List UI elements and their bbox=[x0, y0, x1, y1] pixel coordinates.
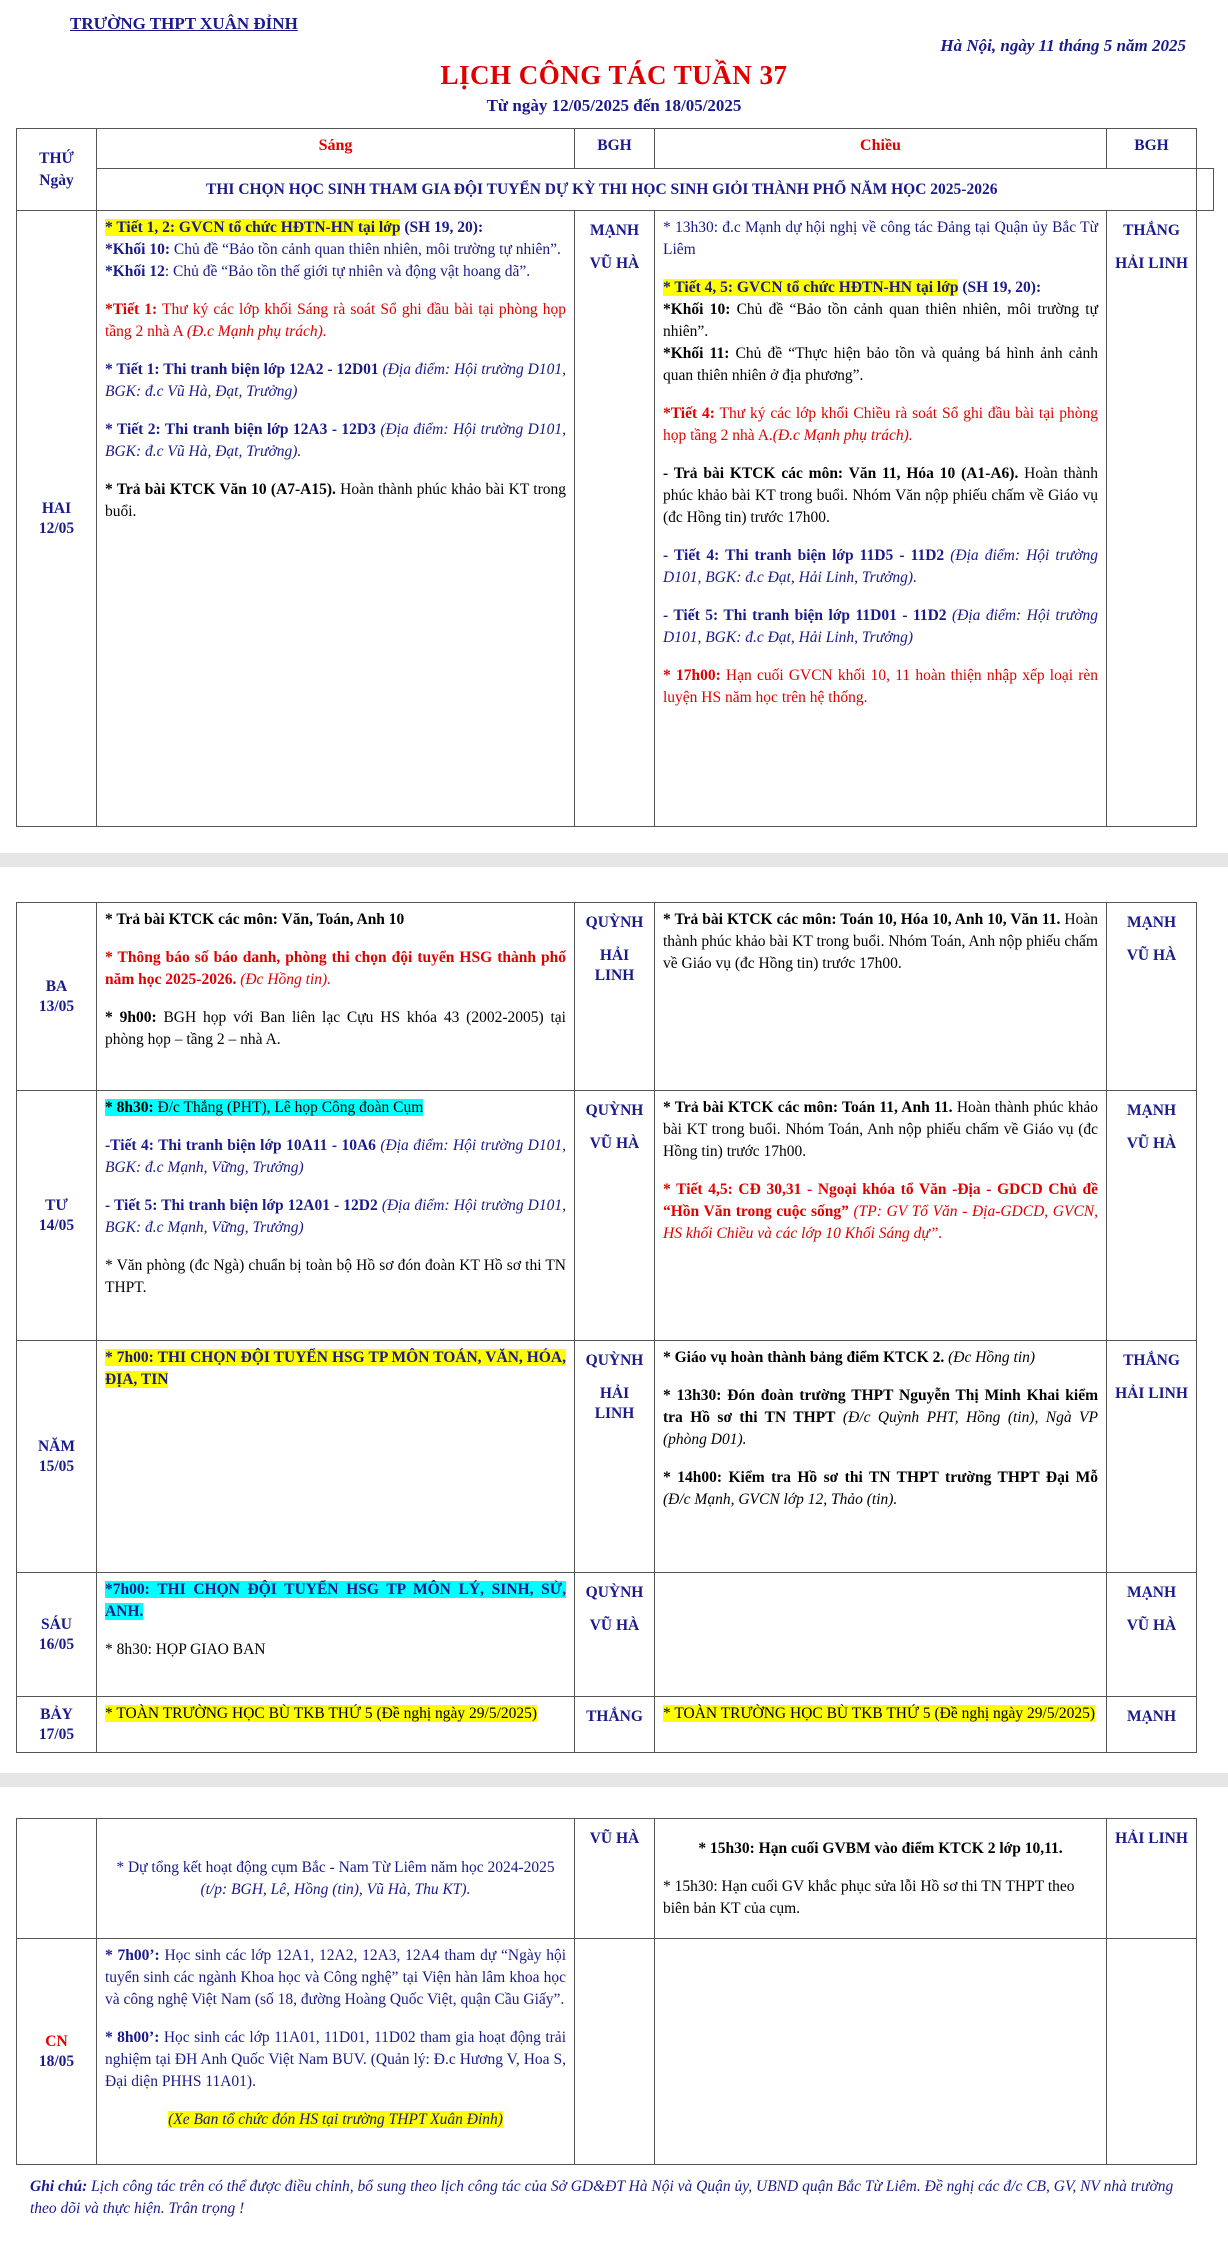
bgh-person: MẠNH bbox=[1126, 914, 1177, 931]
activity-note: (Đ/c Quỳnh PHT, Hồng (tin), Ngà VP (phòng D01). bbox=[663, 1409, 1098, 1448]
bgh-person: VŨ HÀ bbox=[1126, 1135, 1177, 1153]
afternoon-cell-sunday bbox=[655, 1939, 1107, 2165]
activity-text: * Trả bài KTCK các môn: Văn, Toán, Anh 10 bbox=[105, 911, 405, 928]
activity-label: - Tiết 5: Thi tranh biện lớp 12A01 - 12D2 bbox=[105, 1197, 378, 1214]
activity-label: * 14h00: Kiểm tra Hồ sơ thi TN THPT trường THPT Đại Mỗ bbox=[663, 1469, 1098, 1486]
day-name: TƯ bbox=[45, 1197, 68, 1215]
activity-note: (Đ.c Mạnh phụ trách). bbox=[772, 427, 913, 444]
activity-label: - Tiết 4: Thi tranh biện lớp 11D5 - 11D2 bbox=[663, 547, 945, 564]
afternoon-cell-sunday-pre bbox=[655, 1819, 1107, 1939]
day-name: CN bbox=[45, 2033, 68, 2051]
day-row-monday bbox=[17, 211, 1214, 827]
bgh-person: VŨ HÀ bbox=[1126, 947, 1177, 965]
school-name: TRƯỜNG THPT XUÂN ĐỈNH bbox=[70, 14, 298, 33]
bgh-cell-monday-afternoon bbox=[1107, 211, 1197, 827]
schedule-table-monday bbox=[16, 128, 1214, 827]
day-cell-friday bbox=[17, 1573, 97, 1697]
activity-note: (Đc Hồng tin). bbox=[236, 971, 332, 988]
bgh-cell-tuesday-morning bbox=[575, 903, 655, 1091]
activity-text: * Văn phòng (đc Ngà) chuẩn bị toàn bộ Hồ sơ đón đoàn KT Hồ sơ thi TN THPT. bbox=[105, 1257, 566, 1296]
bgh-person: MẠNH bbox=[589, 222, 640, 239]
activity-label: - Trả bài KTCK các môn: Văn 11, Hóa 10 (A1-A6). bbox=[663, 465, 1019, 482]
activity-label: * 8h30: bbox=[105, 1099, 154, 1116]
day-row-sunday-pre bbox=[17, 1819, 1197, 1939]
bgh-cell-tuesday-afternoon bbox=[1107, 903, 1197, 1091]
activity-label: *Tiết 4: bbox=[663, 405, 715, 422]
day-row-wednesday bbox=[17, 1091, 1197, 1341]
activity-label: * Trả bài KTCK các môn: Toán 10, Hóa 10, Anh 10, Văn 11. bbox=[663, 911, 1061, 928]
afternoon-cell-friday bbox=[655, 1573, 1107, 1697]
col-header-day-line2: Ngày bbox=[39, 171, 74, 189]
activity-text: BGH họp với Ban liên lạc Cựu HS khóa 43 (2002-2005) tại phòng họp – tầng 2 – nhà A. bbox=[105, 1009, 566, 1048]
day-row-friday bbox=[17, 1573, 1197, 1697]
activity-text: Chủ đề “Bảo tồn cảnh quan thiên nhiên, môi trường tự nhiên”. bbox=[170, 241, 561, 258]
activity-text: : Chủ đề “Bảo tồn thế giới tự nhiên và động vật hoang dã”. bbox=[164, 263, 531, 280]
day-name: HAI bbox=[41, 500, 72, 518]
activity-label: * 13h30: Đón đoàn trường THPT Nguyễn Thị Minh Khai kiểm tra Hồ sơ thi TN THPT bbox=[663, 1387, 1098, 1426]
col-header-day bbox=[17, 129, 97, 211]
col-header-bgh-morning: BGH bbox=[575, 129, 655, 169]
bgh-cell-sunday-afternoon bbox=[1107, 1939, 1197, 2165]
bgh-cell-sunday-pre-afternoon bbox=[1107, 1819, 1197, 1939]
activity-note: (Đ/c Mạnh, GVCN lớp 12, Thảo (tin). bbox=[663, 1491, 898, 1508]
activity-note: (Đ.c Mạnh phụ trách). bbox=[186, 323, 327, 340]
day-cell-wednesday bbox=[17, 1091, 97, 1341]
footer-note bbox=[30, 2176, 1200, 2221]
col-header-morning: Sáng bbox=[97, 129, 575, 169]
day-date: 14/05 bbox=[38, 1216, 75, 1234]
day-date: 18/05 bbox=[38, 2052, 75, 2070]
bgh-cell-wednesday-morning bbox=[575, 1091, 655, 1341]
day-date: 17/05 bbox=[38, 1725, 75, 1743]
note-label: Ghi chú: bbox=[30, 2178, 88, 2195]
activity-note: (Địa điểm: Hội trường D101, BGK: đ.c Mạnh, Vững, Trưởng) bbox=[105, 1137, 566, 1176]
day-name: BẢY bbox=[40, 1706, 73, 1724]
activity-note: (Đc Hồng tin) bbox=[944, 1349, 1036, 1366]
afternoon-cell-saturday bbox=[655, 1697, 1107, 1753]
bgh-person: VŨ HÀ bbox=[1126, 1617, 1177, 1635]
activity-label: *Khối 10: bbox=[105, 241, 171, 258]
morning-cell-sunday bbox=[97, 1939, 575, 2165]
bgh-person: HẢI LINH bbox=[594, 947, 635, 984]
issue-date: Hà Nội, ngày 11 tháng 5 năm 2025 bbox=[940, 36, 1186, 55]
activity-label: * Tiết 1: Thi tranh biện lớp 12A2 - 12D01 bbox=[105, 361, 379, 378]
activity-note: (Địa điểm: Hội trường D101, BGK: đ.c Vũ Hà, Đạt, Trưởng). bbox=[105, 421, 566, 460]
activity-label: * 8h00’: bbox=[105, 2029, 160, 2046]
activity-label: * Trả bài KTCK Văn 10 (A7-A15). bbox=[105, 481, 336, 498]
schedule-table-sunday bbox=[16, 1818, 1197, 2165]
bgh-person: QUỲNH bbox=[585, 914, 644, 931]
activity-note: (Địa điểm: Hội trường D101, BGK: đ.c Đạt, Hải Linh, Trưởng) bbox=[663, 607, 1098, 646]
activity-label: * Tiết 4,5: CĐ 30,31 - Ngoại khóa tổ Văn -Địa - GDCD Chủ đề “Hồn Văn trong cuộc sống” bbox=[663, 1181, 1098, 1220]
bgh-cell-thursday-morning bbox=[575, 1341, 655, 1573]
activity-highlight: * 7h00: THI CHỌN ĐỘI TUYỂN HSG TP MÔN TOÁN, VĂN, HÓA, ĐỊA, TIN bbox=[105, 1349, 566, 1388]
day-row-thursday bbox=[17, 1341, 1197, 1573]
day-cell-saturday bbox=[17, 1697, 97, 1753]
bgh-person: THẮNG bbox=[586, 1708, 643, 1725]
banner-text: THI CHỌN HỌC SINH THAM GIA ĐỘI TUYỂN DỰ KỲ THI HỌC SINH GIỎI THÀNH PHỐ NĂM HỌC 2025-2026 bbox=[97, 169, 1107, 211]
bgh-cell-sunday-morning bbox=[575, 1939, 655, 2165]
bgh-person: VŨ HÀ bbox=[589, 1617, 640, 1635]
activity-label: *Tiết 1: bbox=[105, 301, 158, 318]
morning-cell-sunday-pre bbox=[97, 1819, 575, 1939]
activity-text: * 13h30: đ.c Mạnh dự hội nghị về công tác Đảng tại Quận ủy Bắc Từ Liêm bbox=[663, 219, 1098, 258]
day-row-tuesday bbox=[17, 903, 1197, 1091]
activity-label: * Thông báo số báo danh, phòng thi chọn đội tuyển HSG thành phố năm học 2025-2026. bbox=[105, 949, 566, 988]
day-cell-tuesday bbox=[17, 903, 97, 1091]
activity-text: * Dự tổng kết hoạt động cụm Bắc - Nam Từ Liêm năm học 2024-2025 bbox=[116, 1858, 555, 1876]
day-cell-thursday bbox=[17, 1341, 97, 1573]
day-name: BA bbox=[45, 978, 68, 996]
activity-text: * 15h30: Hạn cuối GV khắc phục sửa lỗi Hồ sơ thi TN THPT theo biên bản KT của cụm. bbox=[663, 1877, 1075, 1917]
day-row-saturday bbox=[17, 1697, 1197, 1753]
morning-cell-thursday bbox=[97, 1341, 575, 1573]
morning-cell-tuesday bbox=[97, 903, 575, 1091]
morning-cell-saturday bbox=[97, 1697, 575, 1753]
activity-text: Thư ký các lớp khối Sáng rà soát Sổ ghi đầu bài tại phòng họp tầng 2 nhà A bbox=[105, 301, 566, 340]
activity-text: Hoàn thành phúc khảo bài KT trong buổi. Nhóm Văn nộp phiếu chấm về Giáo vụ (đc Hồng tin) trước 17h00. bbox=[663, 465, 1098, 526]
bgh-person: HẢI LINH bbox=[1115, 1830, 1188, 1847]
day-name: SÁU bbox=[40, 1616, 72, 1634]
activity-note: (Địa điểm: Hội trường D101, BGK: đ.c Vũ Hà, Đạt, Trưởng) bbox=[105, 361, 566, 400]
afternoon-cell-tuesday bbox=[655, 903, 1107, 1091]
bgh-cell-saturday-afternoon bbox=[1107, 1697, 1197, 1753]
activity-label: -Tiết 4: Thi tranh biện lớp 10A11 - 10A6 bbox=[105, 1137, 376, 1154]
activity-label: * Giáo vụ hoàn thành bảng điểm KTCK 2. bbox=[663, 1349, 945, 1366]
activity-text: Hạn cuối GVCN khối 10, 11 hoàn thiện nhập xếp loại rèn luyện HS năm học trên hệ thống. bbox=[663, 667, 1098, 706]
activity-text: Hoàn thành phúc khảo bài KT trong buổi. Nhóm Toán, Anh nộp phiếu chấm về Giáo vụ (đc Hồng tin) trước 17h00. bbox=[663, 911, 1098, 972]
section-separator bbox=[0, 853, 1228, 867]
day-date: 15/05 bbox=[38, 1457, 75, 1475]
activity-note: (TP: GV Tổ Văn - Địa-GDCD, GVCN, HS khối Chiều và các lớp 10 Khối Sáng dự”. bbox=[663, 1203, 1098, 1242]
section-separator bbox=[0, 1773, 1228, 1787]
bgh-cell-thursday-afternoon bbox=[1107, 1341, 1197, 1573]
activity-text: * 15h30: Hạn cuối GVBM vào điểm KTCK 2 lớp 10,11. bbox=[698, 1839, 1063, 1857]
activity-highlight: * Tiết 4, 5: GVCN tổ chức HĐTN-HN tại lớp bbox=[663, 279, 959, 296]
activity-text: Học sinh các lớp 11A01, 11D01, 11D02 tham gia hoạt động trải nghiệm tại ĐH Anh Quốc Việt Nam BUV. (Quản lý: Đ.c Hương V, Hoa S, Đại diện PHHS 11A01). bbox=[105, 2029, 566, 2090]
bgh-person: VŨ HÀ bbox=[589, 1135, 640, 1153]
bgh-person: MẠNH bbox=[1126, 1708, 1177, 1725]
bgh-person: HẢI LINH bbox=[1115, 1385, 1188, 1403]
bgh-person: THẮNG bbox=[1123, 1352, 1180, 1369]
activity-label: * 9h00: bbox=[105, 1009, 157, 1026]
bgh-person: QUỲNH bbox=[585, 1584, 644, 1601]
bgh-person: VŨ HÀ bbox=[589, 1830, 640, 1847]
activity-label: * Tiết 2: Thi tranh biện lớp 12A3 - 12D3 bbox=[105, 421, 376, 438]
activity-text: Hoàn thành phúc khảo bài KT trong buổi. Nhóm Toán, Anh nộp phiếu chấm về Giáo vụ (đc Hồng tin) trước 17h00. bbox=[663, 1099, 1098, 1160]
activity-text: (SH 19, 20): bbox=[958, 279, 1042, 296]
day-name: NĂM bbox=[37, 1438, 76, 1456]
bgh-cell-friday-morning bbox=[575, 1573, 655, 1697]
col-header-bgh-afternoon: BGH bbox=[1107, 129, 1197, 169]
activity-highlight: * TOÀN TRƯỜNG HỌC BÙ TKB THỨ 5 (Đề nghị ngày 29/5/2025) bbox=[663, 1705, 1096, 1722]
activity-label: * 17h00: bbox=[663, 667, 721, 684]
activity-text: Học sinh các lớp 12A1, 12A2, 12A3, 12A4 tham dự “Ngày hội tuyển sinh các ngành Khoa học và Công nghệ” tại Viện hàn lâm khoa học và công nghệ Việt Nam (số 18, đường Hoàng Quốc Việt, quận Cầu Giấy”. bbox=[105, 1947, 567, 2008]
afternoon-cell-thursday bbox=[655, 1341, 1107, 1573]
activity-label: - Tiết 5: Thi tranh biện lớp 11D01 - 11D2 bbox=[663, 607, 947, 624]
col-header-day-line1: THỨ bbox=[39, 149, 74, 167]
afternoon-cell-monday bbox=[655, 211, 1107, 827]
day-date: 13/05 bbox=[38, 997, 75, 1015]
morning-cell-monday bbox=[97, 211, 575, 827]
banner-filler bbox=[1107, 169, 1197, 211]
activity-highlight: * TOÀN TRƯỜNG HỌC BÙ TKB THỨ 5 (Đề nghị ngày 29/5/2025) bbox=[105, 1705, 538, 1722]
bgh-person: THẮNG bbox=[1123, 222, 1180, 239]
day-row-sunday bbox=[17, 1939, 1197, 2165]
morning-cell-wednesday bbox=[97, 1091, 575, 1341]
activity-label: *Khối 12 bbox=[105, 263, 165, 280]
bgh-cell-friday-afternoon bbox=[1107, 1573, 1197, 1697]
activity-label: * Trả bài KTCK các môn: Toán 11, Anh 11. bbox=[663, 1099, 953, 1116]
bgh-cell-sunday-pre-morning bbox=[575, 1819, 655, 1939]
bgh-cell-saturday-morning bbox=[575, 1697, 655, 1753]
week-range: Từ ngày 12/05/2025 đến 18/05/2025 bbox=[486, 96, 742, 115]
activity-note: (Địa điểm: Hội trường D101, BGK: đ.c Đạt, Hải Linh, Trưởng). bbox=[663, 547, 1098, 586]
activity-text: (SH 19, 20): bbox=[400, 219, 484, 236]
day-cell-sunday-pre bbox=[17, 1819, 97, 1939]
bgh-person: HẢI LINH bbox=[594, 1385, 635, 1422]
afternoon-cell-wednesday bbox=[655, 1091, 1107, 1341]
bgh-person: HẢI LINH bbox=[1115, 255, 1188, 273]
bgh-person: VŨ HÀ bbox=[589, 255, 640, 273]
bgh-person: MẠNH bbox=[1126, 1102, 1177, 1119]
activity-highlight: *7h00: THI CHỌN ĐỘI TUYỂN HSG TP MÔN LÝ, SINH, SỬ, ANH. bbox=[105, 1581, 566, 1620]
activity-text: Chủ đề “Bảo tồn cảnh quan thiên nhiên, môi trường tự nhiên”. bbox=[663, 301, 1098, 340]
day-cell-sunday bbox=[17, 1939, 97, 2165]
banner-bgh-cell bbox=[1197, 169, 1214, 211]
note-text: Lịch công tác trên có thể được điều chỉnh, bổ sung theo lịch công tác của Sở GD&ĐT Hà Nội và Quận ủy, UBND quận Bắc Từ Liêm. Đề nghị các đ/c CB, GV, NV nhà trường theo dõi và thực hiện. Trân trọng ! bbox=[30, 2178, 1174, 2218]
activity-text: Thư ký các lớp khối Chiều rà soát Sổ ghi đầu bài tại phòng họp tầng 2 nhà A. bbox=[663, 405, 1098, 444]
day-date: 12/05 bbox=[38, 519, 75, 537]
col-header-afternoon: Chiều bbox=[655, 129, 1107, 169]
activity-text: Đ/c Thắng (PHT), Lê họp Công đoàn Cụm bbox=[153, 1099, 424, 1116]
bgh-person: QUỲNH bbox=[585, 1352, 644, 1369]
schedule-table-midweek bbox=[16, 902, 1197, 1753]
bgh-cell-wednesday-afternoon bbox=[1107, 1091, 1197, 1341]
bgh-person: MẠNH bbox=[1126, 1584, 1177, 1601]
activity-text: Hoàn thành phúc khảo bài KT trong buổi. bbox=[105, 481, 567, 520]
activity-label: *Khối 10: bbox=[663, 301, 731, 318]
activity-text: * 8h30: HỌP GIAO BAN bbox=[105, 1641, 266, 1658]
day-cell-monday bbox=[17, 211, 97, 827]
morning-cell-friday bbox=[97, 1573, 575, 1697]
activity-label: * 7h00’: bbox=[105, 1947, 160, 1964]
activity-text: Chủ đề “Thực hiện bảo tồn và quảng bá hình ảnh cảnh quan thiên nhiên ở địa phương”. bbox=[663, 345, 1098, 384]
activity-note: (t/p: BGH, Lê, Hồng (tin), Vũ Hà, Thu KT). bbox=[200, 1880, 471, 1898]
bgh-cell-monday-morning bbox=[575, 211, 655, 827]
activity-highlight: (Xe Ban tổ chức đón HS tại trường THPT Xuân Đỉnh) bbox=[168, 2111, 503, 2128]
bgh-person: QUỲNH bbox=[585, 1102, 644, 1119]
activity-note: (Địa điểm: Hội trường D101, BGK: đ.c Mạnh, Vững, Trưởng) bbox=[105, 1197, 566, 1236]
activity-highlight: * Tiết 1, 2: GVCN tổ chức HĐTN-HN tại lớp bbox=[105, 219, 401, 236]
page-title: LỊCH CÔNG TÁC TUẦN 37 bbox=[440, 60, 788, 90]
activity-label: *Khối 11: bbox=[663, 345, 730, 362]
day-date: 16/05 bbox=[38, 1635, 75, 1653]
